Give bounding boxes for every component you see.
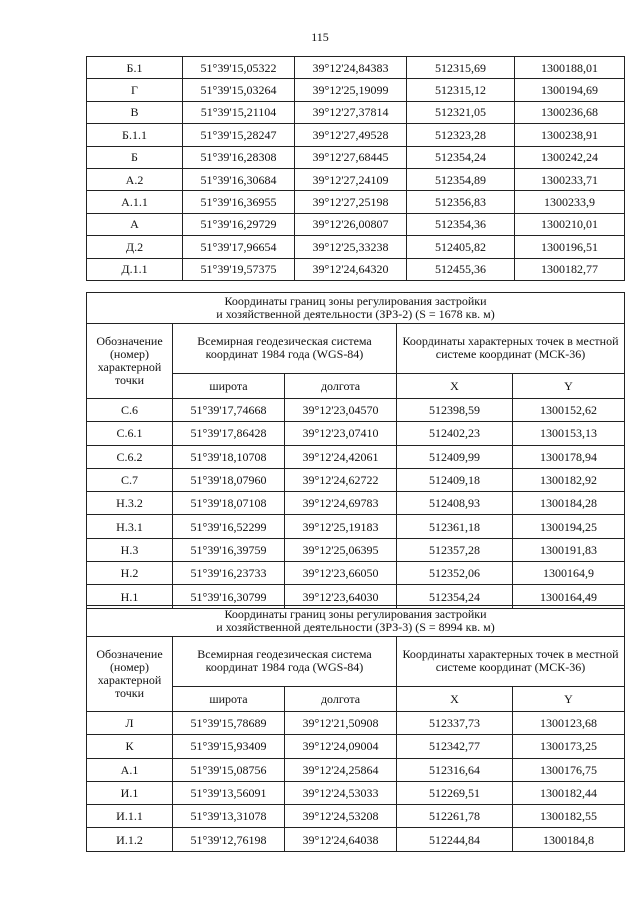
cell-point: Г [87,79,183,101]
cell-point: Д.2 [87,236,183,258]
cell-x: 512342,77 [397,735,513,758]
cell-longitude: 39°12'27,68445 [295,146,407,168]
table-row [87,101,625,123]
cell-point: И.1 [87,781,173,804]
table-row [87,445,625,468]
table-row [87,213,625,235]
cell-x: 512405,82 [407,236,515,258]
cell-x: 512357,28 [397,538,513,561]
header-x: X [397,686,513,711]
cell-latitude: 51°39'18,10708 [173,445,285,468]
cell-latitude: 51°39'15,93409 [173,735,285,758]
table-row [87,538,625,561]
title-line-1: Координаты границ зоны регулирования застройки [224,294,487,308]
table-row [87,492,625,515]
cell-point: Н.2 [87,562,173,585]
cell-x: 512409,99 [397,445,513,468]
cell-y: 1300182,55 [513,805,625,828]
cell-x: 512361,18 [397,515,513,538]
header-longitude: долгота [285,373,397,398]
table-row [87,191,625,213]
cell-y: 1300238,91 [515,124,625,146]
cell-y: 1300233,71 [515,168,625,190]
cell-point: Л [87,712,173,735]
cell-latitude: 51°39'16,52299 [173,515,285,538]
cell-latitude: 51°39'15,08756 [173,758,285,781]
header-latitude: широта [173,686,285,711]
cell-x: 512354,24 [407,146,515,168]
cell-y: 1300153,13 [513,422,625,445]
cell-longitude: 39°12'24,62722 [285,468,397,491]
cell-latitude: 51°39'16,30799 [173,585,285,608]
cell-point: С.7 [87,468,173,491]
cell-point: А.1.1 [87,191,183,213]
cell-longitude: 39°12'24,84383 [295,57,407,79]
cell-y: 1300184,28 [513,492,625,515]
cell-latitude: 51°39'18,07108 [173,492,285,515]
table-body [87,712,625,852]
cell-y: 1300236,68 [515,101,625,123]
table-row [87,781,625,804]
cell-longitude: 39°12'26,00807 [295,213,407,235]
cell-y: 1300242,24 [515,146,625,168]
table-row [87,735,625,758]
cell-point: А [87,213,183,235]
table-body [87,399,625,609]
cell-x: 512269,51 [397,781,513,804]
cell-longitude: 39°12'24,64038 [285,828,397,851]
cell-y: 1300191,83 [513,538,625,561]
cell-longitude: 39°12'27,24109 [295,168,407,190]
cell-latitude: 51°39'13,31078 [173,805,285,828]
cell-latitude: 51°39'15,28247 [183,124,295,146]
header-longitude: долгота [285,686,397,711]
cell-latitude: 51°39'16,39759 [173,538,285,561]
table-row [87,79,625,101]
cell-y: 1300173,25 [513,735,625,758]
table-row [87,805,625,828]
table-row [87,515,625,538]
cell-point: С.6 [87,399,173,422]
cell-longitude: 39°12'24,42061 [285,445,397,468]
cell-y: 1300182,77 [515,258,625,280]
cell-point: А.2 [87,168,183,190]
cell-longitude: 39°12'24,25864 [285,758,397,781]
cell-longitude: 39°12'27,37814 [295,101,407,123]
header-y: Y [513,686,625,711]
cell-longitude: 39°12'23,64030 [285,585,397,608]
cell-longitude: 39°12'25,06395 [285,538,397,561]
cell-point: Н.3 [87,538,173,561]
page-number: 115 [311,30,329,44]
cell-x: 512398,59 [397,399,513,422]
cell-y: 1300210,01 [515,213,625,235]
cell-latitude: 51°39'16,28308 [183,146,295,168]
cell-point: Б.1 [87,57,183,79]
cell-latitude: 51°39'18,07960 [173,468,285,491]
cell-x: 512455,36 [407,258,515,280]
table-row [87,468,625,491]
cell-y: 1300123,68 [513,712,625,735]
cell-x: 512316,64 [397,758,513,781]
cell-point: И.1.2 [87,828,173,851]
header-wgs84: Всемирная геодезическая система координат 1984 года (WGS-84) [173,324,397,374]
cell-longitude: 39°12'27,49528 [295,124,407,146]
cell-x: 512408,93 [397,492,513,515]
cell-point: К [87,735,173,758]
table-row [87,168,625,190]
header-latitude: широта [173,373,285,398]
title-line-1: Координаты границ зоны регулирования застройки [224,607,487,621]
cell-latitude: 51°39'17,74668 [173,399,285,422]
cell-y: 1300182,44 [513,781,625,804]
header-point-designation: Обозначение (номер) характерной точки [87,324,173,399]
cell-y: 1300152,62 [513,399,625,422]
table-row [87,399,625,422]
header-y: Y [513,373,625,398]
cell-latitude: 51°39'17,96654 [183,236,295,258]
cell-y: 1300164,49 [513,585,625,608]
cell-point: Б.1.1 [87,124,183,146]
cell-y: 1300188,01 [515,57,625,79]
cell-x: 512354,89 [407,168,515,190]
cell-x: 512315,12 [407,79,515,101]
cell-longitude: 39°12'24,09004 [285,735,397,758]
cell-latitude: 51°39'15,78689 [173,712,285,735]
cell-x: 512315,69 [407,57,515,79]
cell-point: А.1 [87,758,173,781]
table-row [87,422,625,445]
cell-point: Д.1.1 [87,258,183,280]
cell-longitude: 39°12'24,53208 [285,805,397,828]
cell-y: 1300196,51 [515,236,625,258]
coordinates-table-continuation [86,56,625,281]
cell-x: 512323,28 [407,124,515,146]
cell-x: 512244,84 [397,828,513,851]
cell-latitude: 51°39'16,36955 [183,191,295,213]
cell-latitude: 51°39'19,57375 [183,258,295,280]
cell-x: 512402,23 [397,422,513,445]
cell-longitude: 39°12'25,19099 [295,79,407,101]
table-row [87,828,625,851]
title-line-2: и хозяйственной деятельности (ЗРЗ-3) (S = 8994 кв. м) [216,620,495,634]
table-row [87,124,625,146]
table-row [87,258,625,280]
cell-latitude: 51°39'15,03264 [183,79,295,101]
cell-point: С.6.1 [87,422,173,445]
cell-y: 1300182,92 [513,468,625,491]
table-row [87,562,625,585]
cell-latitude: 51°39'17,86428 [173,422,285,445]
cell-point: И.1.1 [87,805,173,828]
table-row [87,57,625,79]
cell-longitude: 39°12'25,19183 [285,515,397,538]
header-point-designation: Обозначение (номер) характерной точки [87,637,173,712]
cell-x: 512354,36 [407,213,515,235]
header-wgs84: Всемирная геодезическая система координат 1984 года (WGS-84) [173,637,397,687]
table-title [87,606,625,637]
table-row [87,712,625,735]
cell-point: Н.1 [87,585,173,608]
header-x: X [397,373,513,398]
cell-point: В [87,101,183,123]
cell-latitude: 51°39'13,56091 [173,781,285,804]
cell-point: Н.3.2 [87,492,173,515]
cell-y: 1300184,8 [513,828,625,851]
cell-longitude: 39°12'21,50908 [285,712,397,735]
table-row [87,758,625,781]
cell-longitude: 39°12'24,53033 [285,781,397,804]
cell-x: 512409,18 [397,468,513,491]
cell-latitude: 51°39'16,29729 [183,213,295,235]
cell-longitude: 39°12'23,07410 [285,422,397,445]
cell-y: 1300194,69 [515,79,625,101]
cell-x: 512337,73 [397,712,513,735]
cell-y: 1300164,9 [513,562,625,585]
cell-longitude: 39°12'24,69783 [285,492,397,515]
cell-y: 1300233,9 [515,191,625,213]
cell-point: Н.3.1 [87,515,173,538]
cell-latitude: 51°39'15,21104 [183,101,295,123]
cell-longitude: 39°12'27,25198 [295,191,407,213]
cell-x: 512352,06 [397,562,513,585]
cell-latitude: 51°39'12,76198 [173,828,285,851]
header-msk36: Координаты характерных точек в местной системе координат (МСК-36) [397,637,625,687]
cell-x: 512321,05 [407,101,515,123]
title-line-2: и хозяйственной деятельности (ЗРЗ-2) (S = 1678 кв. м) [216,307,495,321]
cell-x: 512354,24 [397,585,513,608]
cell-y: 1300194,25 [513,515,625,538]
table-row [87,146,625,168]
cell-longitude: 39°12'23,66050 [285,562,397,585]
cell-x: 512356,83 [407,191,515,213]
table-title [87,293,625,324]
cell-longitude: 39°12'25,33238 [295,236,407,258]
cell-longitude: 39°12'24,64320 [295,258,407,280]
cell-latitude: 51°39'15,05322 [183,57,295,79]
header-msk36: Координаты характерных точек в местной системе координат (МСК-36) [397,324,625,374]
zrz2-coordinates-table [86,292,625,609]
cell-point: Б [87,146,183,168]
cell-latitude: 51°39'16,23733 [173,562,285,585]
cell-longitude: 39°12'23,04570 [285,399,397,422]
cell-x: 512261,78 [397,805,513,828]
table-row [87,236,625,258]
cell-y: 1300178,94 [513,445,625,468]
zrz3-coordinates-table [86,605,625,852]
cell-point: С.6.2 [87,445,173,468]
table-body [87,57,625,281]
cell-latitude: 51°39'16,30684 [183,168,295,190]
cell-y: 1300176,75 [513,758,625,781]
